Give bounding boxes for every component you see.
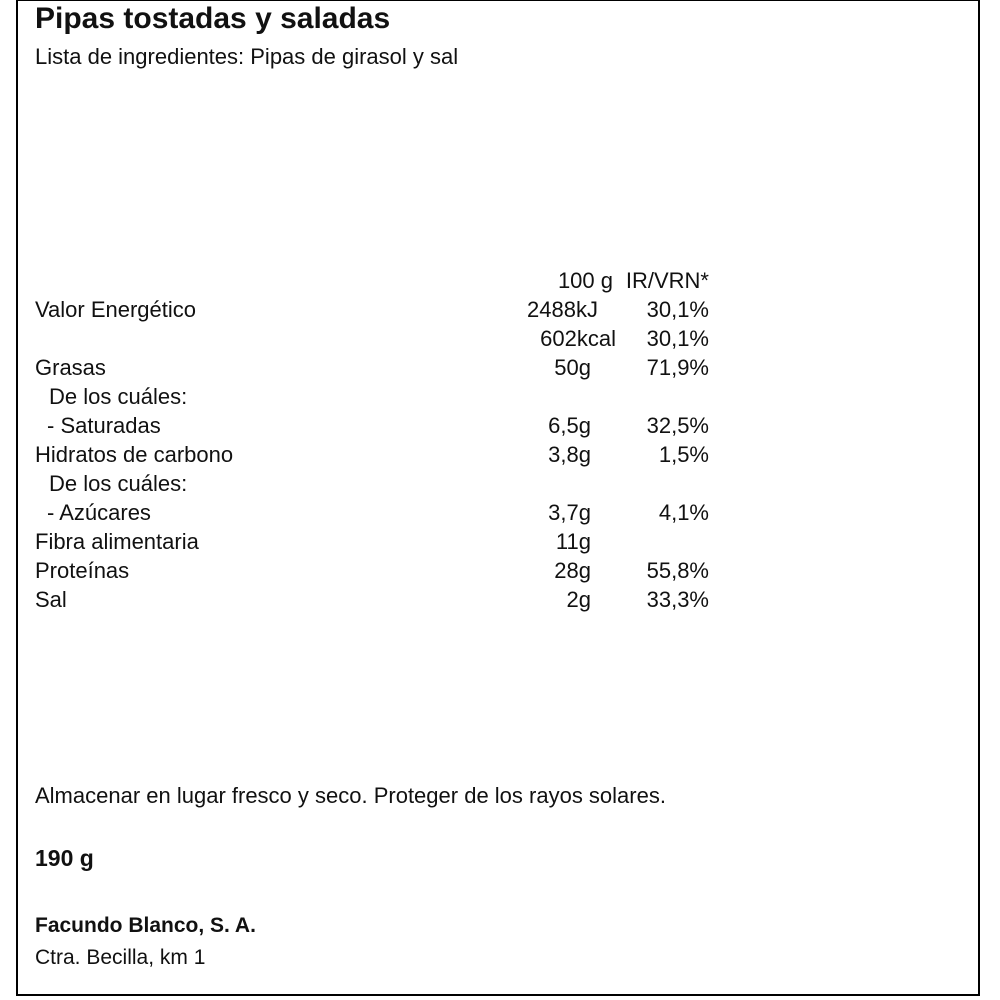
nutrient-name: - Saturadas — [47, 413, 161, 438]
storage-instructions: Almacenar en lugar fresco y seco. Proteger de los rayos solares. — [35, 783, 666, 808]
ingredients-list: Lista de ingredientes: Pipas de girasol y sal — [35, 44, 459, 69]
nutrition-row-sugars — [35, 500, 735, 529]
nutrition-row-energy-kcal — [35, 326, 735, 355]
nutrient-amount: 3,8g — [548, 442, 591, 467]
nutrition-row-salt — [35, 587, 735, 616]
nutrition-row-fibre — [35, 529, 735, 558]
nutrient-amount: 602kcal — [540, 326, 616, 351]
nutrient-pct: 33,3% — [646, 587, 709, 612]
nutrient-pct: 1,5% — [658, 442, 709, 467]
net-weight: 190 g — [35, 845, 94, 871]
nutrient-amount: 28g — [554, 558, 591, 583]
nutrient-amount: 50g — [554, 355, 591, 380]
nutrition-row-protein — [35, 558, 735, 587]
nutrition-header — [35, 268, 735, 297]
nutrient-name: Grasas — [35, 355, 106, 380]
nutrient-pct: 55,8% — [646, 558, 709, 583]
nutrient-name: Valor Energético — [35, 297, 197, 322]
nutrition-row-fats-subheading — [35, 384, 735, 413]
nutrient-name: Sal — [35, 587, 67, 612]
nutrient-name: - Azúcares — [47, 500, 151, 525]
nutrient-amount: 11g — [555, 529, 591, 554]
nutrient-pct: 30,1% — [646, 326, 709, 351]
company-name: Facundo Blanco, S. A. — [35, 914, 256, 937]
nutrient-pct: 4,1% — [658, 500, 709, 525]
nutrient-amount: 2488kJ — [527, 297, 598, 322]
nutrition-header-amount: 100 g — [557, 268, 613, 293]
nutrition-header-pct: IR/VRN* — [625, 268, 709, 293]
product-title: Pipas tostadas y saladas — [35, 2, 391, 35]
nutrition-row-carbs-subheading — [35, 471, 735, 500]
nutrition-row-carbohydrates — [35, 442, 735, 471]
nutrient-subheading: De los cuáles: — [49, 384, 188, 409]
nutrition-row-energy-kj — [35, 297, 735, 326]
nutrient-name: Hidratos de carbono — [35, 442, 234, 467]
nutrient-amount: 3,7g — [548, 500, 591, 525]
nutrition-row-saturated — [35, 413, 735, 442]
nutrient-pct: 30,1% — [646, 297, 709, 322]
nutrient-subheading: De los cuáles: — [49, 471, 188, 496]
nutrition-row-fats — [35, 355, 735, 384]
company-address: Ctra. Becilla, km 1 — [35, 946, 206, 969]
nutrient-name: Fibra alimentaria — [35, 529, 199, 554]
nutrient-pct: 32,5% — [646, 413, 709, 438]
nutrient-amount: 6,5g — [548, 413, 591, 438]
nutrient-amount: 2g — [566, 587, 591, 612]
nutrient-pct: 71,9% — [646, 355, 709, 380]
nutrient-name: Proteínas — [35, 558, 130, 583]
